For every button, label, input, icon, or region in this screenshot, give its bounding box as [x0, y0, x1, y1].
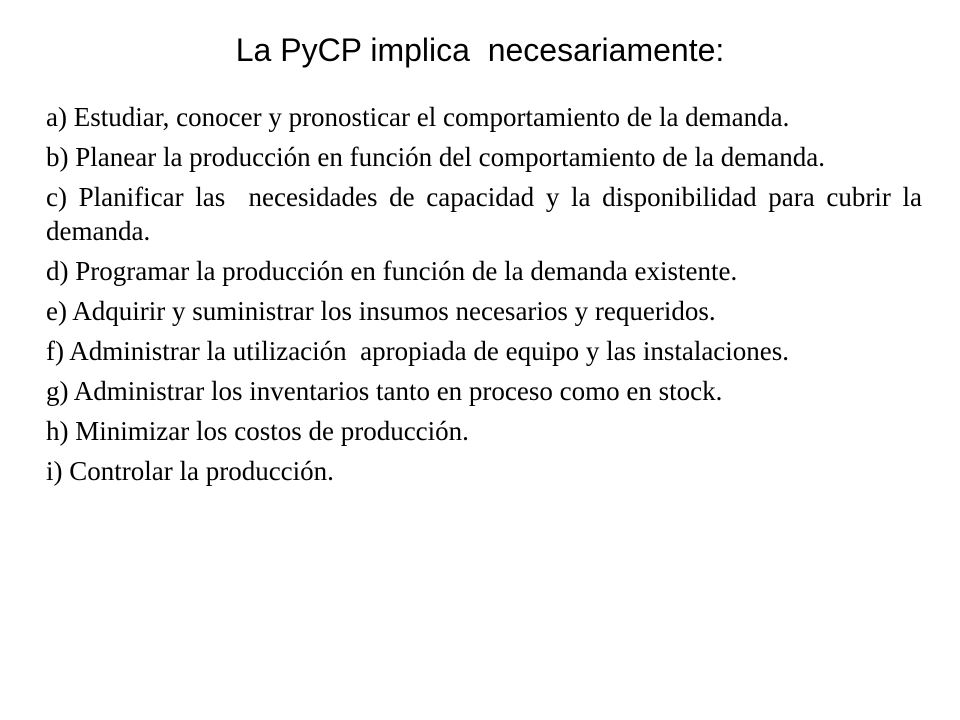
list-item-i: i) Controlar la producción. — [46, 456, 334, 486]
slide-title: La PyCP implica necesariamente: — [235, 32, 725, 68]
list-item-b: b) Planear la producción en función del comportamiento de la demanda. — [46, 142, 825, 172]
list-item-d: d) Programar la producción en función de la demanda existente. — [46, 256, 738, 286]
list-item-e: e) Adquirir y suministrar los insumos necesarios y requeridos. — [46, 296, 716, 326]
list-item-a: a) Estudiar, conocer y pronosticar el comportamiento de la demanda. — [46, 102, 790, 132]
list-item-g: g) Administrar los inventarios tanto en proceso como en stock. — [46, 376, 723, 406]
list-item-c: c) Planificar las necesidades de capacidad y la disponibilidad para cubrir la demanda. — [46, 182, 929, 246]
list-item-f: f) Administrar la utilización apropiada de equipo y las instalaciones. — [46, 336, 790, 366]
list-item-h: h) Minimizar los costos de producción. — [46, 416, 469, 446]
item-list — [46, 100, 929, 494]
